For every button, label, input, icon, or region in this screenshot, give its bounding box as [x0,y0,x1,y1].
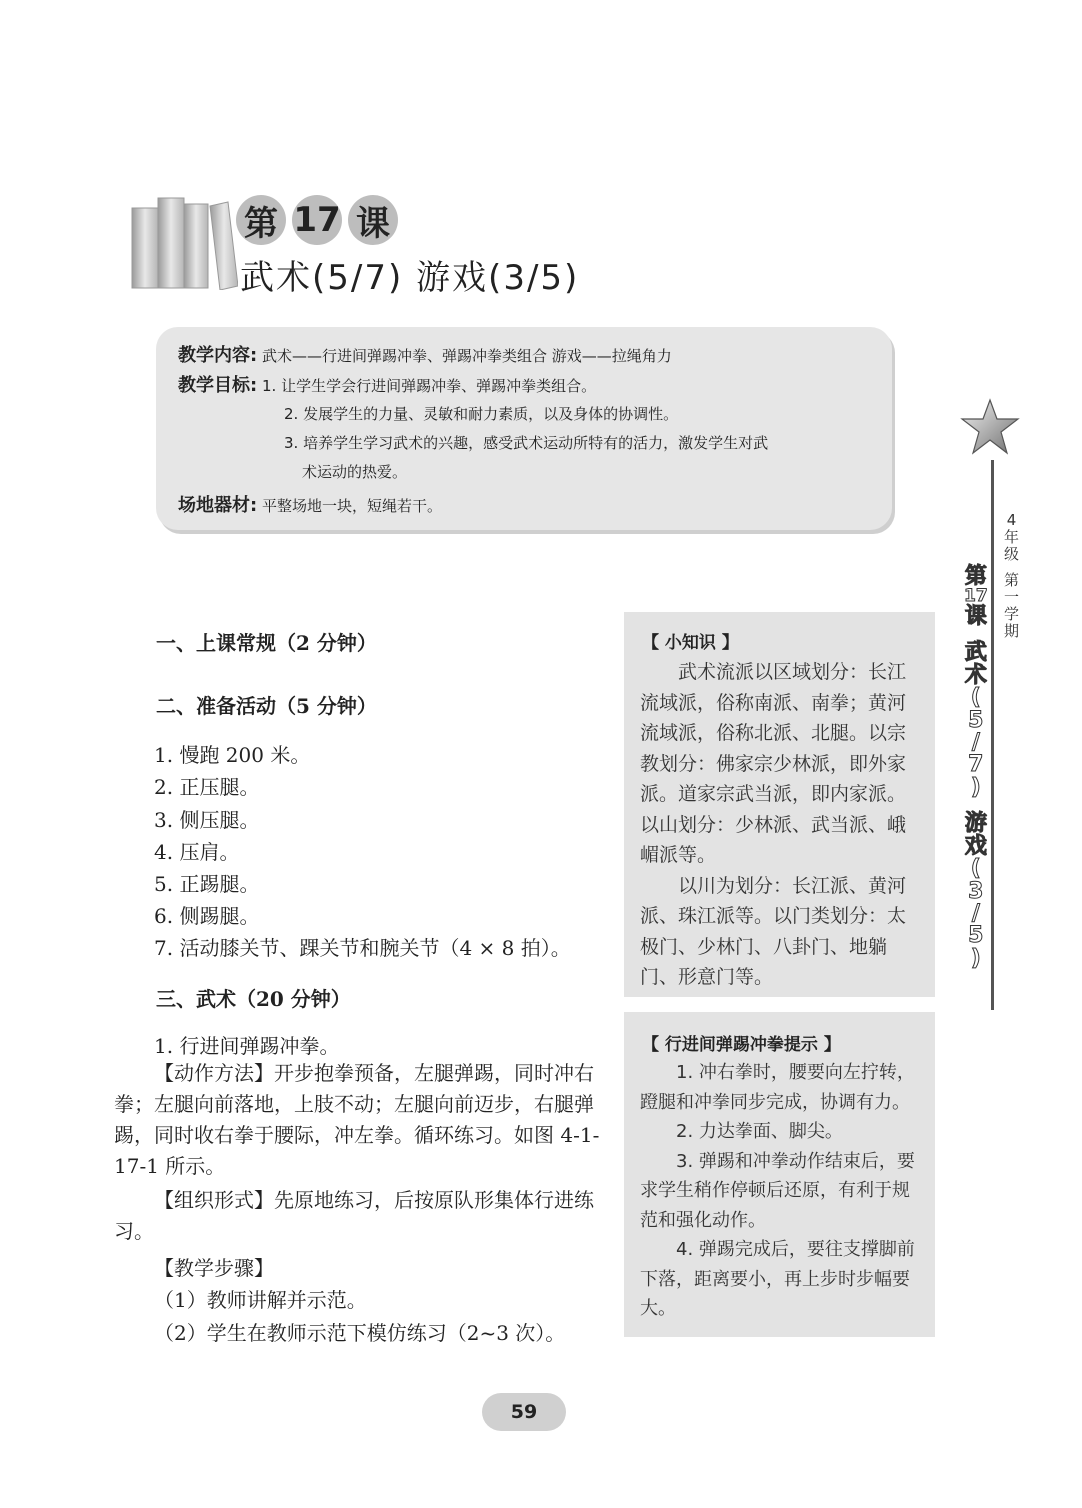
goal-2: 2. 发展学生的力量、灵敏和耐力素质，以及身体的协调性。 [284,405,679,423]
grade-char: 级 [1004,544,1020,563]
step-item: （2）学生在教师示范下模仿练习（2~3 次）。 [154,1321,566,1345]
sidebar-lesson-title [964,566,988,970]
lesson-number: 17 [292,195,342,245]
section-heading: 三、武术（20 分钟） [156,987,351,1011]
goal-3: 3. 培养学生学习武术的兴趣，感受武术运动所特有的活力，激发学生对武 [284,434,769,452]
title-char: ) [970,774,981,800]
title-char: ( [970,685,981,711]
goal-1: 1. 让学生学会行进间弹踢冲拳、弹踢冲拳类组合。 [261,377,597,395]
title-char: 术 [964,662,987,688]
knowledge-paragraph: 武术流派以区域划分：长江流域派，俗称南派、南拳；黄河流域派，俗称北派、北腿。以宗教划分：佛家宗少林派，即外家派。道家宗武当派，即内家派。以山划分：少林派、武当派、峨嵋派等。 [640,661,907,866]
goals-row [178,371,596,397]
method-paragraph: 【动作方法】开步抱拳预备，左腿弹踢，同时冲右拳；左腿向前落地，上肢不动；左腿向前迈步，右腿弹踢，同时收右拳于腰际，冲左拳。循环练习。如图 4-1-17-1 所示。 [114,1061,600,1178]
warmup-item: 7. 活动膝关节、踝关节和腕关节（4 × 8 拍）。 [154,936,571,960]
lesson-suffix: 课 [348,195,398,245]
knowledge-text [640,657,922,993]
title-char: ) [970,945,981,971]
title-char: 3 [968,878,984,904]
goal-3-cont: 术运动的热爱。 [302,463,408,481]
content-row [178,341,672,367]
warmup-item: 4. 压肩。 [154,840,240,864]
grade-char: 一 [1004,588,1020,607]
equipment-row [178,491,442,517]
tips-title: 【 行进间弹踢冲拳提示 】 [642,1035,841,1055]
books-icon [128,190,238,290]
title-char: 5 [968,707,984,733]
title-char: 武 [964,640,987,666]
content-text: 武术——行进间弹踢冲拳、弹踢冲拳类组合 游戏——拉绳角力 [261,347,672,365]
sidebar-divider [991,460,994,1010]
title-char: ( [970,856,981,882]
grade-char: 4 [1006,511,1017,529]
wushu-item: 1. 行进间弹踢冲拳。 [154,1034,340,1058]
title-char: 第 [964,564,987,589]
content-label: 教学内容: [178,345,258,366]
objectives-box [156,327,892,530]
warmup-item: 6. 侧踢腿。 [154,904,260,928]
tips-text [640,1058,922,1324]
grade-label [1004,512,1019,640]
section-heading: 二、准备活动（5 分钟） [156,694,377,718]
title-char: 5 [968,923,984,949]
warmup-item: 1. 慢跑 200 米。 [154,743,311,767]
star-icon [960,398,1020,456]
title-char: 游 [964,811,987,837]
warmup-item: 2. 正压腿。 [154,775,260,799]
step-item: （1）教师讲解并示范。 [154,1288,367,1312]
grade-char: 期 [1004,621,1020,640]
grade-char: 年 [1004,527,1020,546]
organization-paragraph: 【组织形式】先原地练习，后按原队形集体行进练习。 [114,1188,594,1243]
equipment-text: 平整场地一块，短绳若干。 [261,497,442,515]
title-char: / [971,901,980,927]
title-char: 7 [968,752,984,778]
warmup-item: 3. 侧压腿。 [154,808,260,832]
knowledge-title: 【 小知识 】 [642,633,739,653]
equipment-label: 场地器材: [178,495,258,516]
title-char: 课 [964,603,987,629]
knowledge-box [624,612,935,997]
lesson-subtitle: 武术(5/7) 游戏(3/5) [240,258,580,298]
tip-item: 3. 弹踢和冲拳动作结束后，要求学生稍作停顿后还原，有利于规范和强化动作。 [640,1150,915,1231]
grade-char: 第 [1004,571,1020,590]
goals-label: 教学目标: [178,375,258,396]
warmup-item: 5. 正踢腿。 [154,872,260,896]
tip-item: 2. 力达拳面、脚尖。 [676,1121,843,1142]
tip-item: 4. 弹踢完成后，要往支撑脚前下落，距离要小，再上步时步幅要大。 [640,1239,915,1319]
lesson-heading [236,194,398,246]
section-heading: 一、上课常规（2 分钟） [156,631,377,655]
knowledge-paragraph: 以川为划分：长江派、黄河派、珠江派等。以门类划分：太极门、少林门、八卦门、地躺门、形意门等。 [640,874,907,988]
title-char: 戏 [964,833,987,859]
steps-label: 【教学步骤】 [154,1256,274,1280]
title-char: / [971,729,980,755]
page-number: 59 [482,1393,566,1431]
title-char: 17 [964,586,988,607]
tips-box [624,1012,935,1337]
lesson-prefix: 第 [236,195,286,245]
tip-item: 1. 冲右拳时，腰要向左拧转，蹬腿和冲拳同步完成，协调有力。 [640,1062,915,1113]
grade-char: 学 [1004,604,1020,623]
